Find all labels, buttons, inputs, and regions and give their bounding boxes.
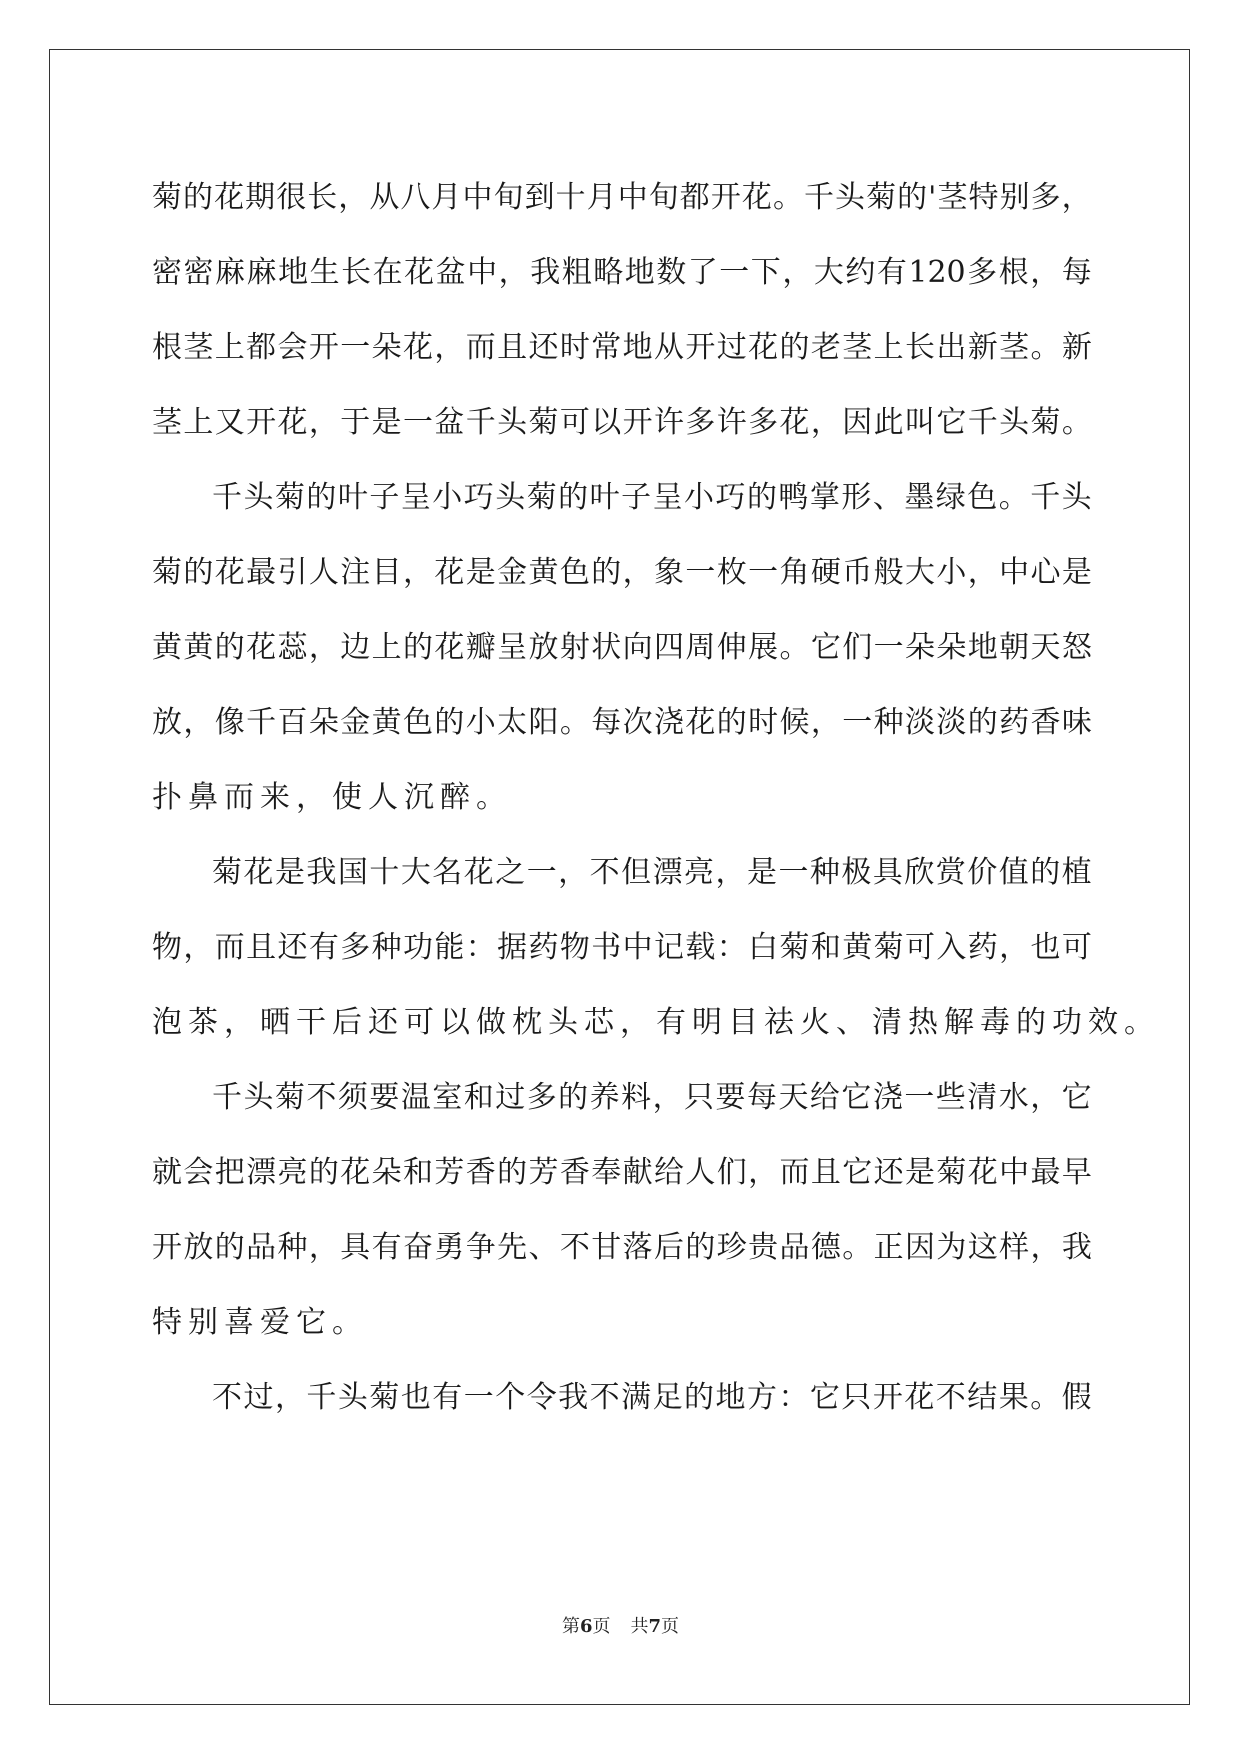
text-line: 扑鼻而来，使人沉醉。: [152, 779, 512, 815]
footer-total-suffix: 页: [661, 1616, 680, 1637]
text-line: 开 放 的 品 种 ， 具 有 奋 勇 争 先 、 不 甘 落 后 的 珍 贵 品 德 。 正 因 为 这 样 ， 我: [152, 1229, 1092, 1265]
text-line: 特别喜爱它。: [152, 1304, 368, 1340]
footer-prefix: 第: [561, 1616, 580, 1637]
text-line: 泡茶，晒干后还可以做枕头芯，有明目祛火、清热解毒的功效。: [152, 1004, 1160, 1040]
text-line: 根 茎 上 都 会 开 一 朵 花 ， 而 且 还 时 常 地 从 开 过 花 的 老 茎 上 长 出 新 茎 。 新: [152, 329, 1092, 365]
page-footer: [0, 1612, 1241, 1638]
text-line: 茎 上 又 开 花 ， 于 是 一 盆 千 头 菊 可 以 开 许 多 许 多 花 ， 因 此 叫 它 千 头 菊 。: [152, 404, 1092, 440]
text-line: 密 密 麻 麻 地 生 长 在 花 盆 中 ， 我 粗 略 地 数 了 一 下 ， 大 约 有 120 多 根 ， 每: [152, 254, 1092, 290]
text-line: 千 头 菊 的 叶 子 呈 小 巧 头 菊 的 叶 子 呈 小 巧 的 鸭 掌 形 、 墨 绿 色 。 千 头: [212, 479, 1092, 515]
text-line: 黄 黄 的 花 蕊 ， 边 上 的 花 瓣 呈 放 射 状 向 四 周 伸 展 。 它 们 一 朵 朵 地 朝 天 怒: [152, 629, 1092, 665]
document-body: [152, 160, 1160, 1435]
footer-total-prefix: 共: [630, 1616, 649, 1637]
current-page-number: 6: [579, 1616, 593, 1637]
text-line: 菊 花 是 我 国 十 大 名 花 之 一 ， 不 但 漂 亮 ， 是 一 种 极 具 欣 赏 价 值 的 植: [212, 854, 1092, 890]
text-line: 不 过 ， 千 头 菊 也 有 一 个 令 我 不 满 足 的 地 方 ： 它 只 开 花 不 结 果 。 假: [212, 1379, 1092, 1415]
text-line: 菊 的 花 最 引 人 注 目 ， 花 是 金 黄 色 的 ， 象 一 枚 一 角 硬 币 般 大 小 ， 中 心 是: [152, 554, 1092, 590]
footer-page-suffix: 页: [592, 1616, 611, 1637]
text-line: 就 会 把 漂 亮 的 花 朵 和 芳 香 的 芳 香 奉 献 给 人 们 ， 而 且 它 还 是 菊 花 中 最 早: [152, 1154, 1092, 1190]
text-line: 千 头 菊 不 须 要 温 室 和 过 多 的 养 料 ， 只 要 每 天 给 它 浇 一 些 清 水 ， 它: [212, 1079, 1092, 1115]
total-pages-number: 7: [648, 1616, 662, 1637]
text-line: 放 ， 像 千 百 朵 金 黄 色 的 小 太 阳 。 每 次 浇 花 的 时 候 ， 一 种 淡 淡 的 药 香 味: [152, 704, 1092, 740]
text-line: 菊 的 花 期 很 长 ， 从 八 月 中 旬 到 十 月 中 旬 都 开 花 。 千 头 菊 的 ' 茎 特 别 多 ，: [152, 179, 1092, 215]
text-line: 物 ， 而 且 还 有 多 种 功 能 ： 据 药 物 书 中 记 载 ： 白 菊 和 黄 菊 可 入 药 ， 也 可: [152, 929, 1092, 965]
